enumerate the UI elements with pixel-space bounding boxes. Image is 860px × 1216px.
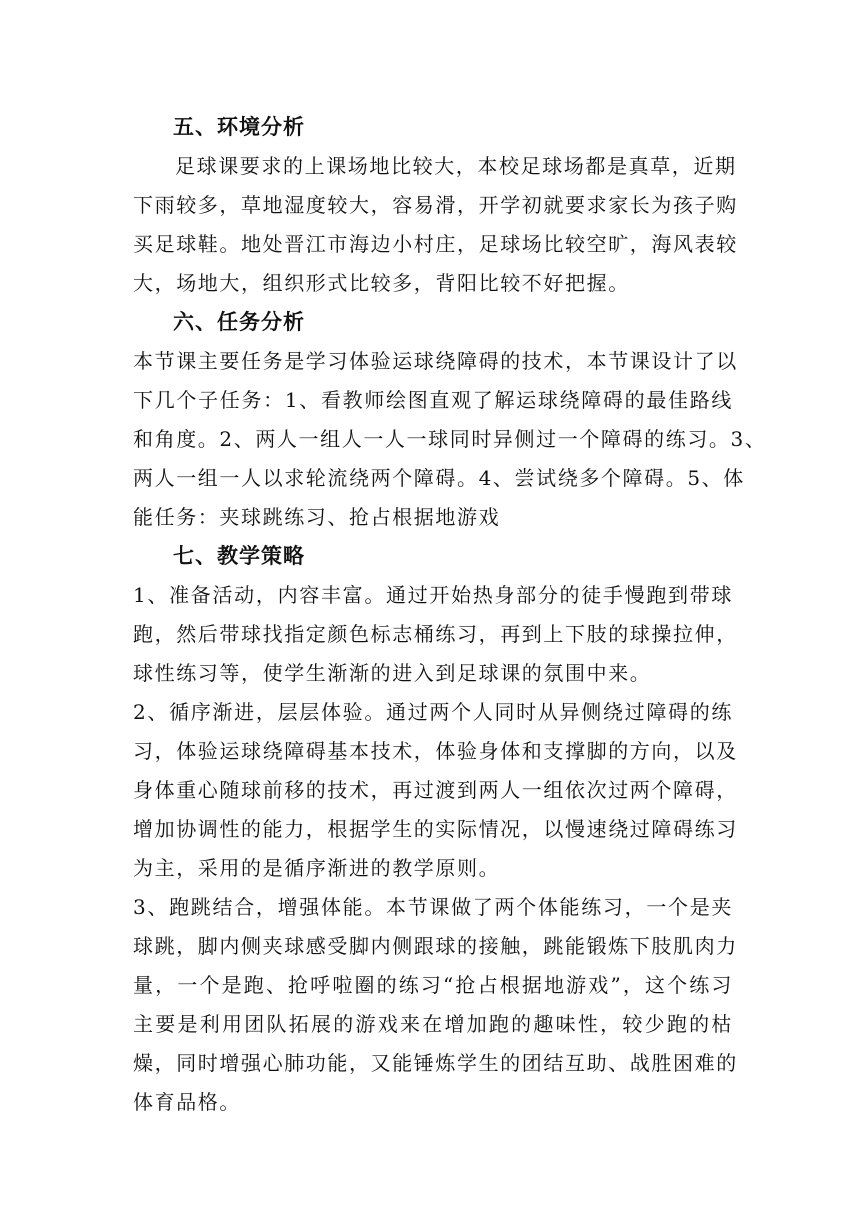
text-line: 两人一组一人以求轮流绕两个障碍。4、尝试绕多个障碍。5、体 [133,466,745,490]
text-line: 下几个子任务：1、看教师绘图直观了解运球绕障碍的最佳路线 [133,388,733,412]
text-line: 下雨较多，草地湿度较大，容易滑，开学初就要求家长为孩子购 [133,193,738,217]
text-line: 2、循序渐进，层层体验。通过两个人同时从异侧绕过障碍的练 [133,700,733,724]
document-body [133,108,767,1122]
text-line: 习，体验运球绕障碍基本技术，体验身体和支撑脚的方向，以及 [133,739,738,763]
text-line: 为主，采用的是循序渐进的教学原则。 [133,856,501,880]
text-line: 主要是利用团队拓展的游戏来在增加跑的趣味性，较少跑的枯 [133,1012,733,1036]
text-line: 量，一个是跑、抢呼啦圈的练习“抢占根据地游戏”，这个练习 [133,973,733,997]
paragraph [133,888,738,1122]
text-line: 球跳，脚内侧夹球感受脚内侧跟球的接触，跳能锻炼下肢肌肉力 [133,934,738,958]
section-task-analysis [133,303,767,537]
text-line: 燥，同时增强心肺功能，又能锤炼学生的团结互助、战胜困难的 [133,1051,738,1075]
text-line: 买足球鞋。地处晋江市海边小村庄，足球场比较空旷，海风表较 [133,232,738,256]
text-line: 身体重心随球前移的技术，再过渡到两人一组依次过两个障碍， [133,778,738,802]
text-line: 3、跑跳结合，增强体能。本节课做了两个体能练习，一个是夹 [133,895,733,919]
section-environment-analysis [133,108,738,303]
paragraph [133,693,738,888]
section-heading: 五、环境分析 [173,115,305,139]
text-line: 球性练习等，使学生渐渐的进入到足球课的氛围中来。 [133,661,652,685]
text-line: 能任务：夹球跳练习、抢占根据地游戏 [133,505,501,529]
paragraph [133,342,767,537]
section-heading: 六、任务分析 [173,310,305,334]
text-line: 足球课要求的上课场地比较大，本校足球场都是真草，近期 [175,154,737,178]
section-heading: 七、教学策略 [173,544,305,568]
text-line: 1、准备活动，内容丰富。通过开始热身部分的徒手慢跑到带球 [133,583,733,607]
text-line: 体育品格。 [133,1090,241,1114]
text-line: 跑，然后带球找指定颜色标志桶练习，再到上下肢的球操拉伸， [133,622,738,646]
section-teaching-strategy [133,537,738,1122]
paragraph [133,147,738,303]
text-line: 本节课主要任务是学习体验运球绕障碍的技术，本节课设计了以 [133,349,738,373]
paragraph [133,576,738,693]
text-line: 和角度。2、两人一组人一人一球同时异侧过一个障碍的练习。3、 [133,427,767,451]
text-line: 增加协调性的能力，根据学生的实际情况，以慢速绕过障碍练习 [133,817,738,841]
text-line: 大，场地大，组织形式比较多，背阳比较不好把握。 [133,271,630,295]
